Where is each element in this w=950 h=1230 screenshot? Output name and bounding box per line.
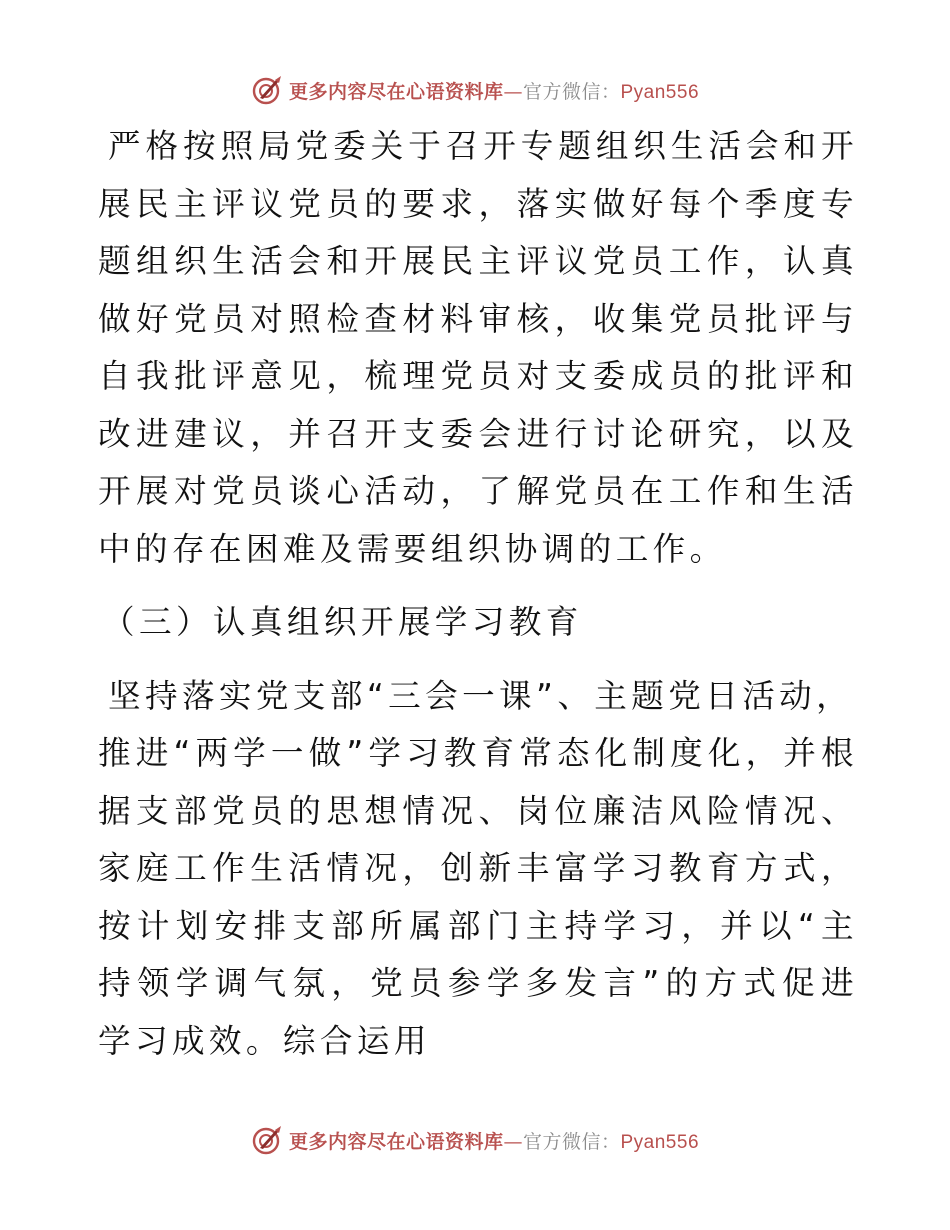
- watermark-main-text: 更多内容尽在心语资料库: [288, 1130, 504, 1153]
- watermark-wechat-id: Pyan556: [620, 1131, 700, 1153]
- watermark-dash: —: [503, 80, 523, 103]
- paragraph-2: [98, 668, 858, 1071]
- watermark-wechat-label: 官方微信：: [522, 1130, 621, 1153]
- watermark-wechat-id: Pyan556: [620, 81, 700, 103]
- watermark-dash: —: [503, 1130, 523, 1153]
- quill-logo-icon: [251, 74, 283, 106]
- header-watermark: [0, 70, 950, 110]
- watermark-text: [289, 77, 699, 104]
- watermark-text: [289, 1127, 699, 1154]
- footer-watermark: [0, 1120, 950, 1160]
- document-body: [98, 118, 858, 1070]
- paragraph-2-first-line: 坚持落实党支部“三会一课”、主题党日活动，: [108, 676, 854, 715]
- watermark-wechat-label: 官方微信：: [522, 80, 621, 103]
- quill-logo-icon: [251, 1124, 283, 1156]
- paragraph-2-rest: 推进“两学一做”学习教育常态化制度化，并根据支部党员的思想情况、岗位廉洁风险情况、家庭工作生活情况，创新丰富学习教育方式，按计划安排支部所属部门主持学习，并以“主持领学调气氛，党员参学多发言”的方式促进学习成效。综合运用: [98, 734, 858, 1060]
- section-heading-3: （三）认真组织开展学习教育: [102, 603, 583, 641]
- paragraph-1: 严格按照局党委关于召开专题组织生活会和开展民主评议党员的要求，落实做好每个季度专题组织生活会和开展民主评议党员工作，认真做好党员对照检查材料审核，收集党员批评与自我批评意见，梳理党员对支委成员的批评和改进建议，并召开支委会进行讨论研究，以及开展对党员谈心活动，了解党员在工作和生活中的存在困难及需要组织协调的工作。: [98, 127, 858, 568]
- watermark-main-text: 更多内容尽在心语资料库: [288, 80, 504, 103]
